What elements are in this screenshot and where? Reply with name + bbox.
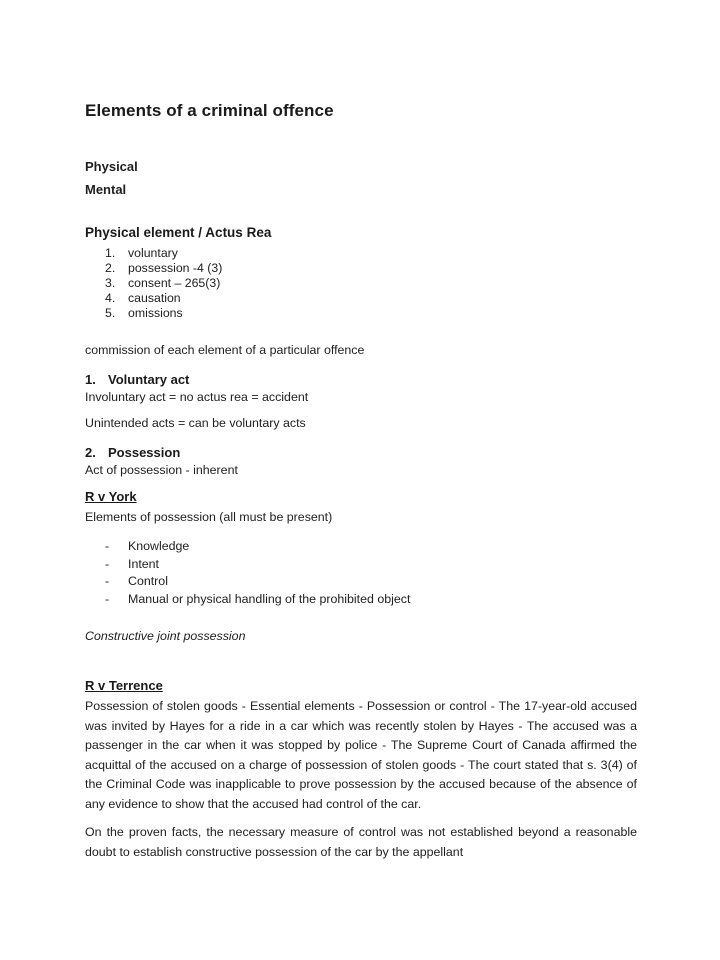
voluntary-act-heading — [85, 372, 637, 388]
list-item — [85, 261, 637, 276]
unintended-acts-line: Unintended acts = can be voluntary acts — [85, 416, 306, 430]
r-v-york-title — [85, 489, 637, 505]
commission-note: commission of each element of a particular offence — [85, 343, 365, 357]
case-name-underlined: R v Terrence — [85, 678, 163, 693]
list-item — [85, 306, 637, 321]
page-title: Elements of a criminal offence — [85, 101, 334, 120]
heading-text: Voluntary act — [108, 372, 190, 387]
involuntary-act-line: Involuntary act = no actus rea = accident — [85, 390, 309, 404]
terrence-paragraph-2: On the proven facts, the necessary measure of control was not established beyond a reasonable doubt to establish constructive possession of the car by the appellant — [85, 825, 637, 859]
list-item-number: 1. — [105, 246, 116, 260]
list-item-text: causation — [128, 291, 181, 305]
dash-marker: - — [105, 556, 110, 571]
actus-rea-numbered-list — [85, 246, 637, 321]
list-item-text: Control — [128, 574, 168, 588]
list-item-number: 5. — [105, 306, 116, 320]
list-item-text: consent – 265(3) — [128, 276, 221, 290]
r-v-terrence-title — [85, 678, 637, 694]
list-item — [85, 591, 637, 609]
actus-rea-heading: Physical element / Actus Rea — [85, 225, 272, 240]
list-item-text: possession -4 (3) — [128, 261, 223, 275]
physical-heading: Physical — [85, 159, 138, 174]
possession-heading — [85, 445, 637, 461]
case-name-underlined: R v York — [85, 489, 137, 504]
list-item-text: Knowledge — [128, 539, 190, 553]
york-intro-line: Elements of possession (all must be present) — [85, 510, 333, 524]
constructive-joint-possession-note: Constructive joint possession — [85, 629, 246, 643]
list-item-number: 3. — [105, 276, 116, 290]
act-of-possession-line: Act of possession - inherent — [85, 463, 238, 477]
list-item-text: voluntary — [128, 246, 178, 260]
list-item-text: Intent — [128, 556, 160, 571]
possession-elements-list — [85, 538, 637, 608]
heading-number: 2. — [85, 445, 96, 460]
list-item-text: Manual or physical handling of the prohibited object — [128, 591, 411, 606]
heading-text: Possession — [108, 445, 181, 460]
dash-marker: - — [105, 539, 110, 553]
heading-number: 1. — [85, 372, 96, 387]
dash-marker: - — [105, 591, 110, 606]
list-item-text: omissions — [128, 306, 183, 320]
mental-heading: Mental — [85, 182, 127, 197]
list-item — [85, 291, 637, 306]
terrence-paragraph-1: Possession of stolen goods - Essential elements - Possession or control - The 17-year-old accused was invited by Hayes for a ride in a car which was recently stolen by Hayes - The accused was a passenger in the car when it was stopped by police - The Supreme Court of Canada affirmed the acquittal of the accused on a charge of possession of stolen goods - The court stated that s. 3(4) of the Criminal Code was inapplicable to prove possession by the accused because of the absence of any evidence to show that the accused had control of the car. — [85, 699, 637, 811]
list-item — [85, 276, 637, 291]
dash-marker: - — [105, 574, 110, 588]
list-item — [85, 246, 637, 261]
list-item — [85, 573, 637, 591]
list-item — [85, 538, 637, 556]
document-content — [85, 100, 637, 862]
list-item-number: 2. — [105, 261, 116, 275]
list-item-number: 4. — [105, 291, 116, 305]
list-item — [85, 556, 637, 574]
